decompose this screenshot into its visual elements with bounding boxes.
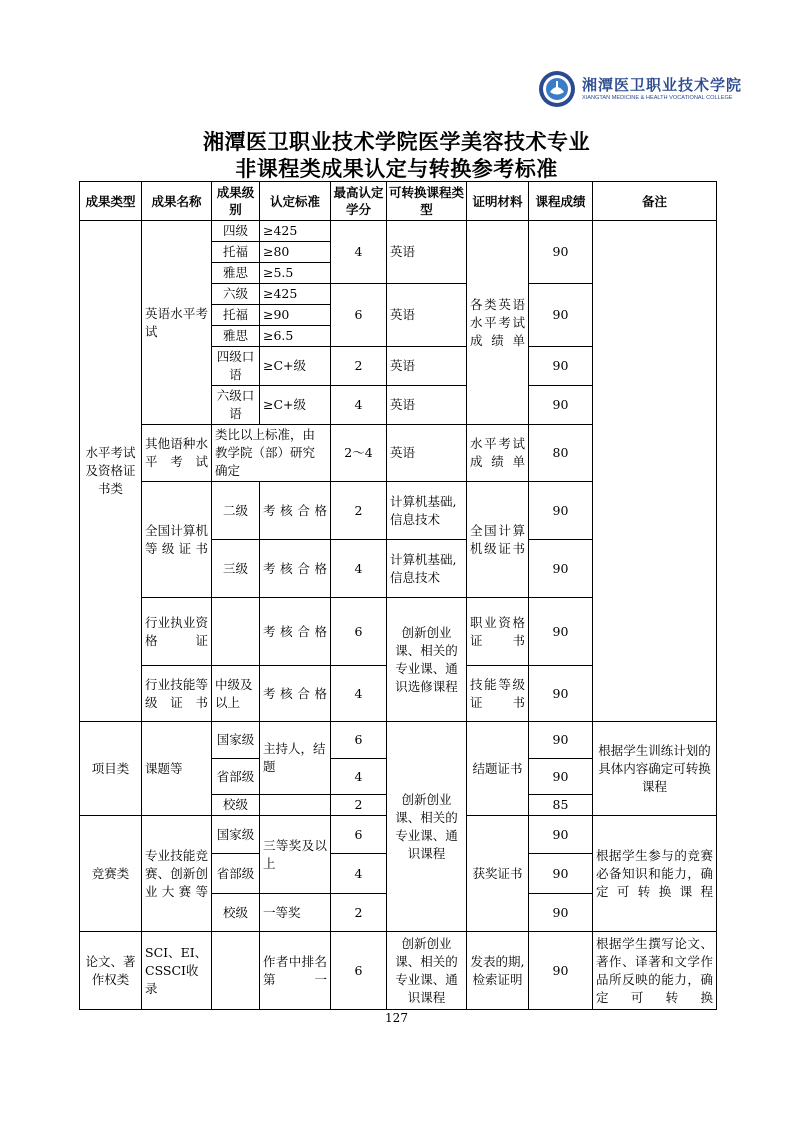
grade-cell: 90 — [529, 221, 593, 284]
proof-cell: 技能等级证书 — [467, 666, 529, 722]
proof-cell: 结题证书 — [467, 722, 529, 816]
name-cell: 行业技能等级证书 — [142, 666, 212, 722]
logo-chinese-name: 湘潭医卫职业技术学院 — [582, 76, 743, 94]
proof-cell: 发表的期,检索证明 — [467, 932, 529, 1010]
standard-cell: 三等奖及以上 — [260, 816, 331, 894]
standard-cell — [260, 795, 331, 816]
logo-english-name: XIANGTAN MEDICINE & HEALTH VOCATIONAL COLLEGE — [582, 95, 733, 101]
standard-cell: 作者中排名第一 — [260, 932, 331, 1010]
name-cell: SCI、EI、CSSCI收录 — [142, 932, 212, 1010]
grade-cell: 90 — [529, 816, 593, 854]
grade-cell: 90 — [529, 932, 593, 1010]
level-cell: 省部级 — [212, 854, 260, 894]
proof-cell: 全国计算机级证书 — [467, 482, 529, 598]
category-cell: 论文、著作权类 — [80, 932, 142, 1010]
credit-cell: 4 — [331, 221, 387, 284]
credit-conversion-table — [79, 181, 717, 1010]
grade-cell: 85 — [529, 795, 593, 816]
proof-cell: 职业资格证书 — [467, 598, 529, 666]
proof-cell: 获奖证书 — [467, 816, 529, 932]
level-cell: 四级 — [212, 221, 260, 242]
note-cell: 根据学生参与的竞赛必备知识和能力，确定可转换课程 — [593, 816, 717, 932]
credit-cell: 2 — [331, 347, 387, 386]
credit-cell: 2 — [331, 795, 387, 816]
level-cell: 六级 — [212, 284, 260, 305]
credit-cell: 6 — [331, 722, 387, 759]
page-number: 127 — [385, 1011, 408, 1025]
proof-cell: 各类英语水平考试成绩单 — [467, 221, 529, 425]
grade-cell: 90 — [529, 540, 593, 598]
note-cell — [593, 221, 717, 722]
header-credit: 最高认定学分 — [331, 182, 387, 221]
level-cell: 三级 — [212, 540, 260, 598]
standard-cell: ≥90 — [260, 305, 331, 326]
credit-cell: 4 — [331, 854, 387, 894]
level-cell: 省部级 — [212, 759, 260, 795]
header-note: 备注 — [593, 182, 717, 221]
name-cell: 全国计算机等级证书 — [142, 482, 212, 598]
credit-cell: 6 — [331, 598, 387, 666]
grade-cell: 90 — [529, 759, 593, 795]
standard-cell: 一等奖 — [260, 894, 331, 932]
table-row — [80, 722, 717, 759]
college-logo — [538, 70, 748, 112]
level-cell: 校级 — [212, 795, 260, 816]
credit-cell: 4 — [331, 759, 387, 795]
category-cell: 竞赛类 — [80, 816, 142, 932]
standard-cell: 考核合格 — [260, 598, 331, 666]
standard-cell: ≥C+级 — [260, 347, 331, 386]
name-cell: 其他语种水平考试 — [142, 425, 212, 482]
course-type-cell: 英语 — [387, 425, 467, 482]
note-cell: 根据学生训练计划的具体内容确定可转换课程 — [593, 722, 717, 816]
grade-cell: 90 — [529, 894, 593, 932]
credit-cell: 2～4 — [331, 425, 387, 482]
standard-cell: ≥425 — [260, 284, 331, 305]
level-cell: 国家级 — [212, 722, 260, 759]
grade-cell: 90 — [529, 284, 593, 347]
table-row — [80, 221, 717, 242]
course-type-cell: 英语 — [387, 347, 467, 386]
header-name: 成果名称 — [142, 182, 212, 221]
level-cell: 二级 — [212, 482, 260, 540]
level-cell — [212, 932, 260, 1010]
category-cell: 项目类 — [80, 722, 142, 816]
name-cell: 行业执业资格证 — [142, 598, 212, 666]
document-title-line2: 非课程类成果认定与转换参考标准 — [235, 156, 558, 181]
standard-cell: ≥80 — [260, 242, 331, 263]
header-level: 成果级别 — [212, 182, 260, 221]
level-cell: 雅思 — [212, 326, 260, 347]
level-cell: 托福 — [212, 242, 260, 263]
level-cell: 六级口语 — [212, 386, 260, 425]
credit-cell: 4 — [331, 386, 387, 425]
credit-cell: 2 — [331, 482, 387, 540]
standard-cell: ≥C+级 — [260, 386, 331, 425]
standard-cell: ≥425 — [260, 221, 331, 242]
course-type-cell: 英语 — [387, 221, 467, 284]
grade-cell: 90 — [529, 347, 593, 386]
credit-cell: 6 — [331, 816, 387, 854]
standard-cell: 考核合格 — [260, 482, 331, 540]
grade-cell: 90 — [529, 598, 593, 666]
level-cell — [212, 598, 260, 666]
standard-cell: ≥6.5 — [260, 326, 331, 347]
header-type: 成果类型 — [80, 182, 142, 221]
course-type-cell: 计算机基础,信息技术 — [387, 482, 467, 540]
level-cell: 四级口语 — [212, 347, 260, 386]
table-row — [80, 932, 717, 1010]
course-type-cell: 计算机基础,信息技术 — [387, 540, 467, 598]
grade-cell: 90 — [529, 666, 593, 722]
standard-cell: 类比以上标准，由教学院（部）研究确定 — [212, 425, 331, 482]
college-emblem-icon — [538, 70, 576, 108]
grade-cell: 80 — [529, 425, 593, 482]
course-type-cell: 创新创业课、相关的专业课、通识课程 — [387, 932, 467, 1010]
header-proof: 证明材料 — [467, 182, 529, 221]
course-type-cell: 创新创业课、相关的专业课、通识课程 — [387, 722, 467, 932]
course-type-cell: 英语 — [387, 386, 467, 425]
grade-cell: 90 — [529, 854, 593, 894]
standard-cell: 考核合格 — [260, 540, 331, 598]
standard-cell: ≥5.5 — [260, 263, 331, 284]
credit-cell: 6 — [331, 932, 387, 1010]
grade-cell: 90 — [529, 386, 593, 425]
standard-cell: 主持人，结题 — [260, 722, 331, 795]
name-cell: 英语水平考试 — [142, 221, 212, 425]
credit-cell: 6 — [331, 284, 387, 347]
credit-cell: 2 — [331, 894, 387, 932]
name-cell: 专业技能竞赛、创新创业大赛等 — [142, 816, 212, 932]
header-grade: 课程成绩 — [529, 182, 593, 221]
header-course-type: 可转换课程类型 — [387, 182, 467, 221]
document-title-line1: 湘潭医卫职业技术学院医学美容技术专业 — [203, 129, 590, 154]
grade-cell: 90 — [529, 482, 593, 540]
level-cell: 托福 — [212, 305, 260, 326]
level-cell: 校级 — [212, 894, 260, 932]
level-cell: 中级及以上 — [212, 666, 260, 722]
course-type-cell: 英语 — [387, 284, 467, 347]
grade-cell: 90 — [529, 722, 593, 759]
proof-cell: 水平考试成绩单 — [467, 425, 529, 482]
standard-cell: 考核合格 — [260, 666, 331, 722]
category-cell: 水平考试及资格证书类 — [80, 221, 142, 722]
table-header-row — [80, 182, 717, 221]
name-cell: 课题等 — [142, 722, 212, 816]
level-cell: 雅思 — [212, 263, 260, 284]
credit-cell: 4 — [331, 666, 387, 722]
course-type-cell: 创新创业课、相关的专业课、通识选修课程 — [387, 598, 467, 722]
level-cell: 国家级 — [212, 816, 260, 854]
credit-cell: 4 — [331, 540, 387, 598]
header-standard: 认定标准 — [260, 182, 331, 221]
note-cell: 根据学生撰写论文、著作、译著和文学作品所反映的能力，确定可转换 — [593, 932, 717, 1010]
